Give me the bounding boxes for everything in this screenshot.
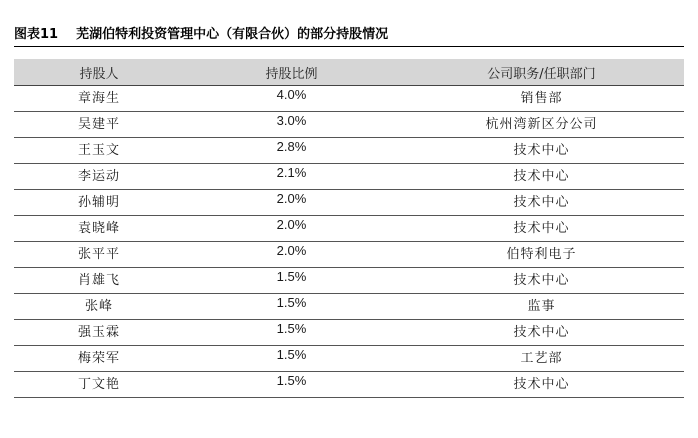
cell-ratio: 2.1% — [184, 164, 399, 190]
cell-ratio: 1.5% — [184, 346, 399, 372]
cell-shareholder: 王玉文 — [14, 138, 184, 164]
cell-department: 技术中心 — [399, 216, 684, 242]
figure-caption — [14, 22, 684, 47]
table-row — [14, 294, 684, 320]
table-row — [14, 216, 684, 242]
cell-shareholder: 张峰 — [14, 294, 184, 320]
header-ratio: 持股比例 — [184, 59, 399, 86]
table-row — [14, 346, 684, 372]
cell-department: 销售部 — [399, 86, 684, 112]
shareholding-table — [14, 59, 684, 398]
caption-number: 图表11 — [14, 26, 59, 42]
table-body — [14, 86, 684, 398]
table-row — [14, 138, 684, 164]
table-row — [14, 268, 684, 294]
cell-ratio: 1.5% — [184, 372, 399, 398]
cell-ratio: 2.0% — [184, 190, 399, 216]
cell-ratio: 1.5% — [184, 320, 399, 346]
cell-department: 技术中心 — [399, 268, 684, 294]
cell-department: 伯特利电子 — [399, 242, 684, 268]
cell-ratio: 2.8% — [184, 138, 399, 164]
header-row — [14, 59, 684, 86]
cell-shareholder: 张平平 — [14, 242, 184, 268]
cell-shareholder: 袁晓峰 — [14, 216, 184, 242]
cell-department: 技术中心 — [399, 190, 684, 216]
header-department: 公司职务/任职部门 — [399, 59, 684, 86]
table-row — [14, 190, 684, 216]
cell-ratio: 4.0% — [184, 86, 399, 112]
table-row — [14, 242, 684, 268]
table-row — [14, 86, 684, 112]
cell-department: 监事 — [399, 294, 684, 320]
table-row — [14, 320, 684, 346]
shareholding-figure — [14, 22, 684, 398]
table-row — [14, 112, 684, 138]
cell-ratio: 2.0% — [184, 216, 399, 242]
cell-department: 技术中心 — [399, 164, 684, 190]
cell-department: 技术中心 — [399, 320, 684, 346]
caption-title: 芜湖伯特利投资管理中心（有限合伙）的部分持股情况 — [76, 26, 389, 42]
header-shareholder: 持股人 — [14, 59, 184, 86]
cell-ratio: 3.0% — [184, 112, 399, 138]
cell-ratio: 2.0% — [184, 242, 399, 268]
cell-shareholder: 孙辅明 — [14, 190, 184, 216]
table-row — [14, 372, 684, 398]
cell-shareholder: 李运动 — [14, 164, 184, 190]
cell-shareholder: 梅荣军 — [14, 346, 184, 372]
cell-shareholder: 吴建平 — [14, 112, 184, 138]
cell-shareholder: 强玉霖 — [14, 320, 184, 346]
cell-department: 工艺部 — [399, 346, 684, 372]
table-row — [14, 164, 684, 190]
cell-ratio: 1.5% — [184, 294, 399, 320]
table-header — [14, 59, 684, 86]
cell-department: 杭州湾新区分公司 — [399, 112, 684, 138]
cell-shareholder: 丁文艳 — [14, 372, 184, 398]
cell-department: 技术中心 — [399, 372, 684, 398]
cell-shareholder: 肖雄飞 — [14, 268, 184, 294]
cell-shareholder: 章海生 — [14, 86, 184, 112]
cell-ratio: 1.5% — [184, 268, 399, 294]
cell-department: 技术中心 — [399, 138, 684, 164]
